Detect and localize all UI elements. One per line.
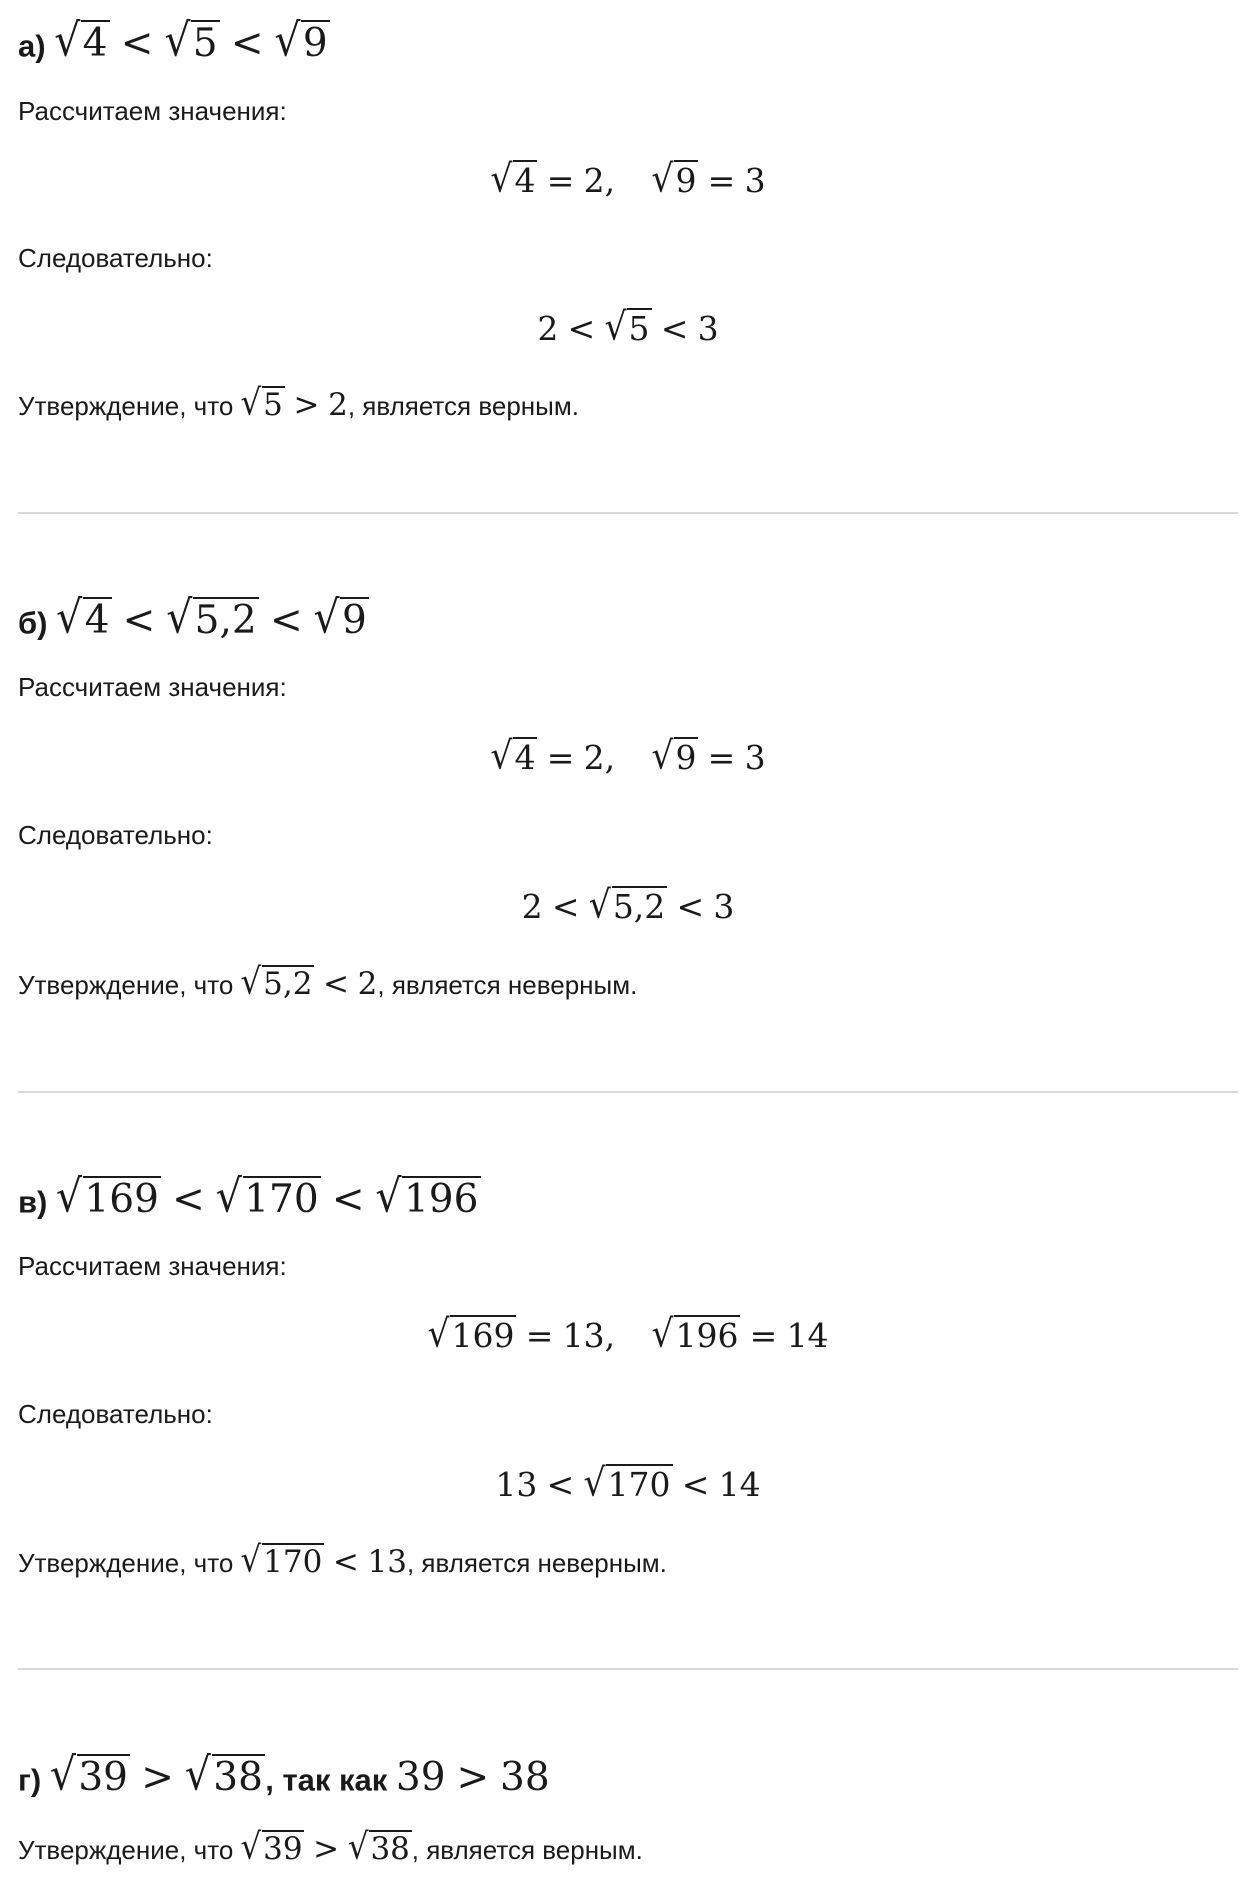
- section-a-range: 2 < √5 < 3: [537, 305, 719, 350]
- section-a-heading: [18, 13, 330, 67]
- section-b-conclusion: Утверждение, что √5,2 < 2, является неверным.: [18, 960, 638, 1003]
- section-d-inequality: √39 > √38: [50, 1755, 265, 1800]
- section-c-calc-text: Рассчитаем значения:: [18, 1251, 287, 1281]
- section-c-inequality: √169 < √170 < √196: [56, 1177, 481, 1222]
- section-divider: [18, 1668, 1238, 1670]
- section-c-values: √169 = 13, √196 = 14: [427, 1312, 829, 1357]
- section-divider: [18, 1091, 1238, 1093]
- section-b-heading: [18, 590, 369, 644]
- section-a-label: а): [18, 28, 46, 64]
- section-a-inequality: √4 < √5 < √9: [54, 21, 330, 66]
- section-b-inequality: √4 < √5,2 < √9: [56, 598, 369, 643]
- section-b-calc-text: Рассчитаем значения:: [18, 672, 287, 702]
- section-d-comparison: 39 > 38: [395, 1755, 550, 1801]
- section-b-hence-text: Следовательно:: [18, 820, 213, 850]
- radical: √9: [274, 20, 330, 63]
- section-d-conclusion: Утверждение, что √39 > √38, является верным.: [18, 1825, 643, 1868]
- section-c-hence-text: Следовательно:: [18, 1399, 213, 1429]
- radical: √4: [54, 20, 110, 63]
- section-c-conclusion: Утверждение, что √170 < 13, является неверным.: [18, 1538, 667, 1581]
- section-a-values: √4 = 2, √9 = 3: [490, 157, 766, 202]
- section-divider: [18, 512, 1238, 514]
- section-a-conclusion: Утверждение, что √5 > 2, является верным.: [18, 381, 579, 424]
- section-c-heading: [18, 1169, 481, 1223]
- radical: √5: [164, 20, 220, 63]
- section-b-range: 2 < √5,2 < 3: [521, 883, 735, 928]
- section-d-because: , так как: [265, 1762, 388, 1798]
- section-b-label: б): [18, 605, 48, 641]
- section-c-label: в): [18, 1184, 48, 1220]
- section-a-calc-text: Рассчитаем значения:: [18, 96, 287, 126]
- section-b-values: √4 = 2, √9 = 3: [490, 734, 766, 779]
- section-a-hence-text: Следовательно:: [18, 243, 213, 273]
- section-d-heading: [18, 1747, 550, 1801]
- section-c-range: 13 < √170 < 14: [495, 1461, 761, 1506]
- section-d-label: г): [18, 1762, 42, 1798]
